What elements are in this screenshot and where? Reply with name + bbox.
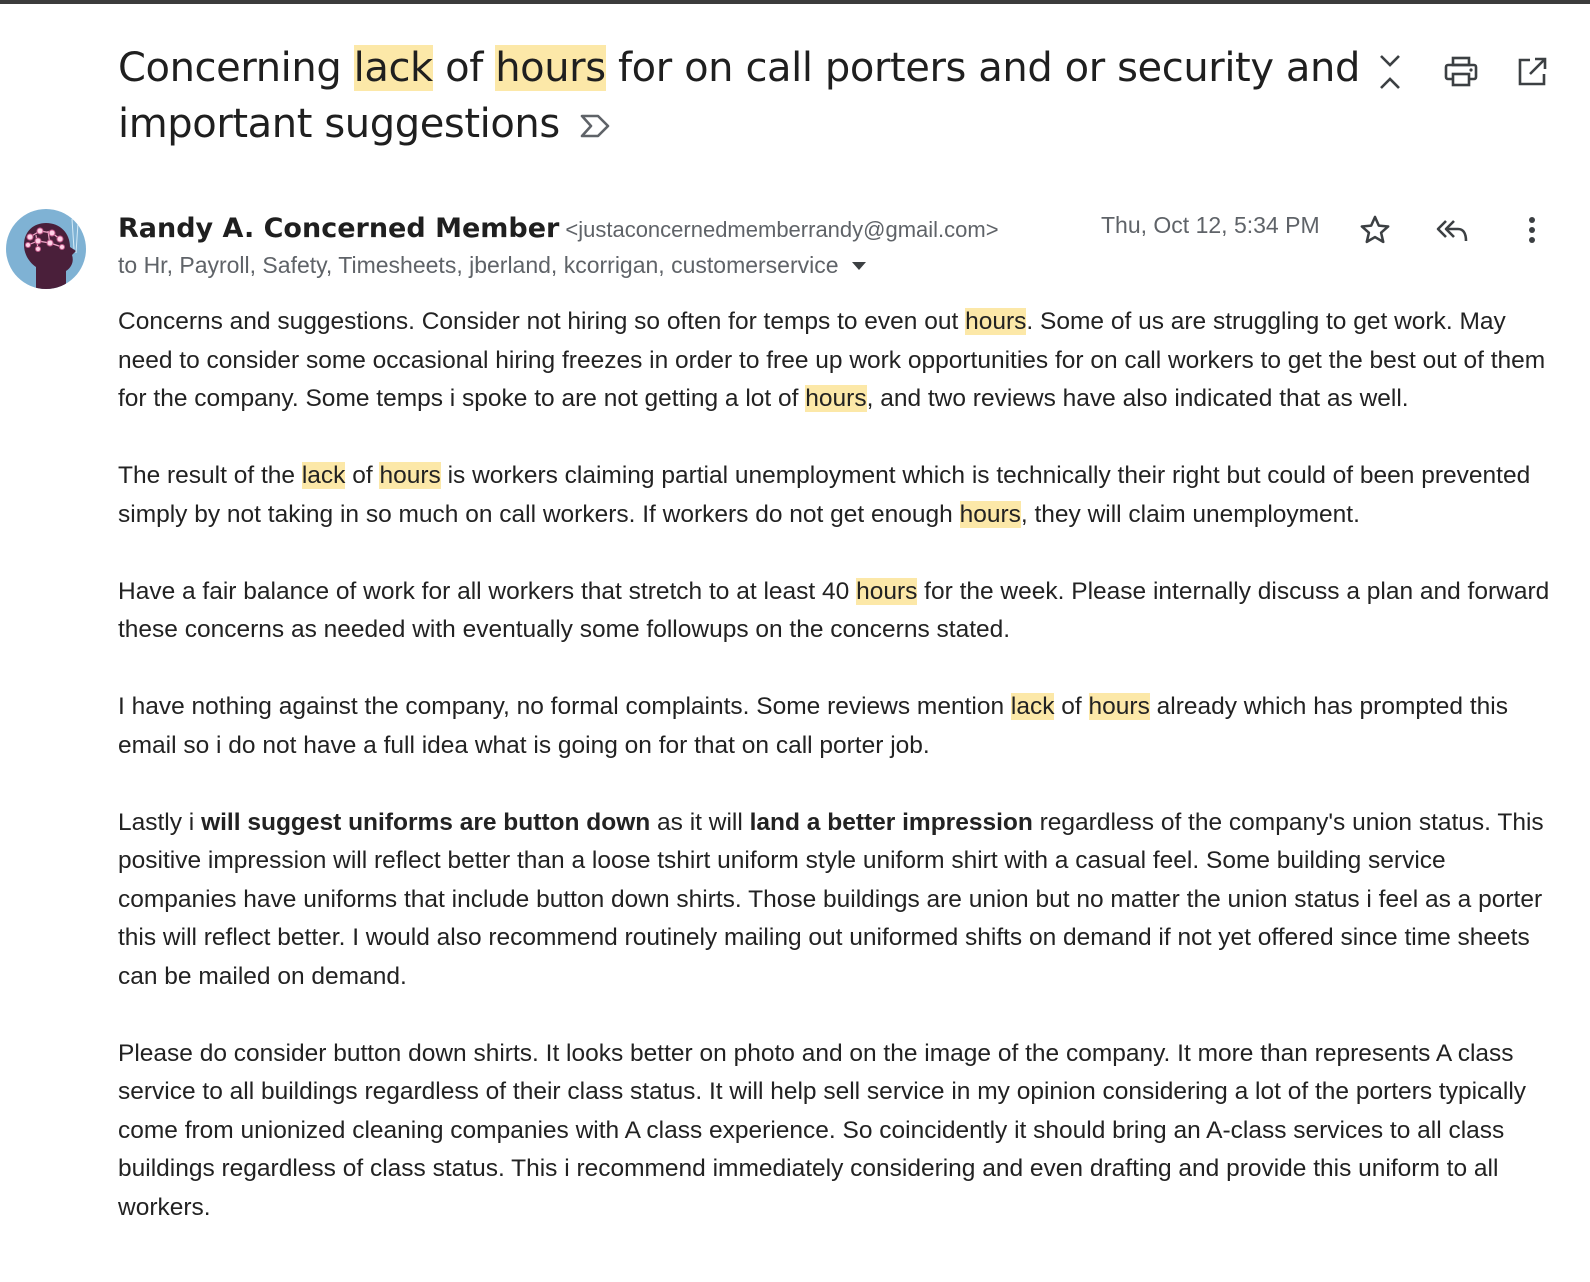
print-icon <box>1444 56 1478 88</box>
search-highlight: lack <box>301 462 346 489</box>
search-highlight: hours <box>965 308 1027 335</box>
open-in-new-window-button[interactable] <box>1512 52 1552 92</box>
search-highlight: lack <box>353 45 433 91</box>
sender-name[interactable]: Randy A. Concerned Member <box>118 213 560 244</box>
recipients-text: to Hr, Payroll, Safety, Timesheets, jberland, kcorrigan, customerservice <box>118 252 839 278</box>
body-paragraph: Concerns and suggestions. Consider not hiring so often for temps to even out hours. Some of us are struggling to get work. May need to consider some occasional hiring freezes in order to free up work opportunities for on call workers to get the best out of them for the company. Some temps i spoke to are not getting a lot of hours, and two reviews have also indicated that as well. <box>118 308 1546 412</box>
bold-text: land a better impression <box>749 808 1033 836</box>
recipients-line <box>118 252 867 279</box>
body-paragraph: Have a fair balance of work for all workers that stretch to at least 40 hours for the week. Please internally discuss a plan and forward these concerns as needed with eventually some followups on the concerns stated. <box>118 577 1550 643</box>
search-highlight: hours <box>379 462 441 489</box>
avatar-image <box>6 209 86 289</box>
sender-line <box>118 208 999 250</box>
reply-all-icon <box>1434 215 1470 245</box>
search-highlight: hours <box>856 577 918 605</box>
subject-text: Concerning <box>118 45 354 91</box>
sender-avatar[interactable] <box>6 209 86 289</box>
open-in-new-icon <box>1516 56 1548 88</box>
reply-all-button[interactable] <box>1432 210 1472 250</box>
message-date: Thu, Oct 12, 5:34 PM <box>1101 212 1320 238</box>
collapse-all-button[interactable] <box>1370 52 1410 92</box>
search-highlight: lack <box>1010 693 1055 720</box>
bold-text: will suggest uniforms are button down <box>201 808 651 836</box>
star-icon <box>1358 213 1392 247</box>
important-marker-icon[interactable] <box>578 111 612 141</box>
window-top-border <box>0 0 1590 4</box>
search-highlight: hours <box>1088 693 1150 720</box>
unfold-less-icon <box>1375 52 1405 92</box>
search-highlight: hours <box>959 500 1021 528</box>
search-highlight: hours <box>495 45 606 91</box>
email-subject <box>118 40 1368 152</box>
more-options-button[interactable] <box>1512 210 1552 250</box>
subject-text: of <box>432 45 496 91</box>
chevron-down-icon[interactable] <box>851 261 867 271</box>
print-button[interactable] <box>1441 52 1481 92</box>
subject-text: for on call porters and or security and important suggestions <box>118 45 1360 147</box>
sender-email: <justaconcernedmemberrandy@gmail.com> <box>565 217 999 242</box>
body-paragraph: Please do consider button down shirts. It looks better on photo and on the image of the company. It more than represents A class service to all buildings regardless of their class status. It will help sell service in my opinion considering a lot of the porters typically come from unionized cleaning companies with A class experience. So coincidently it should bring an A-class services to all class buildings regardless of class status. This i recommend immediately considering and even drafting and provide this uniform to all workers. <box>118 1039 1527 1221</box>
search-highlight: hours <box>805 385 867 412</box>
message-body <box>118 303 1558 1266</box>
body-paragraph: Lastly i will suggest uniforms are button down as it will land a better impression regardless of the company's union status. This positive impression will reflect better than a loose tshirt uniform style uniform shirt with a casual feel. Some building service companies have uniforms that include button down shirts. Those buildings are union but no matter the union status i feel as a porter this will reflect better. I would also recommend routinely mailing out uniformed shifts on demand if not yet offered since time sheets can be mailed on demand. <box>118 808 1544 990</box>
star-button[interactable] <box>1355 210 1395 250</box>
body-paragraph: The result of the lack of hours is workers claiming partial unemployment which is technically their right but could of been prevented simply by not taking in so much on call workers. If workers do not get enough hours, they will claim unemployment. <box>118 462 1531 528</box>
more-vert-icon <box>1527 215 1537 245</box>
body-paragraph: I have nothing against the company, no formal complaints. Some reviews mention lack of hours already which has prompted this email so i do not have a full idea what is going on for that on call porter job. <box>118 693 1508 759</box>
